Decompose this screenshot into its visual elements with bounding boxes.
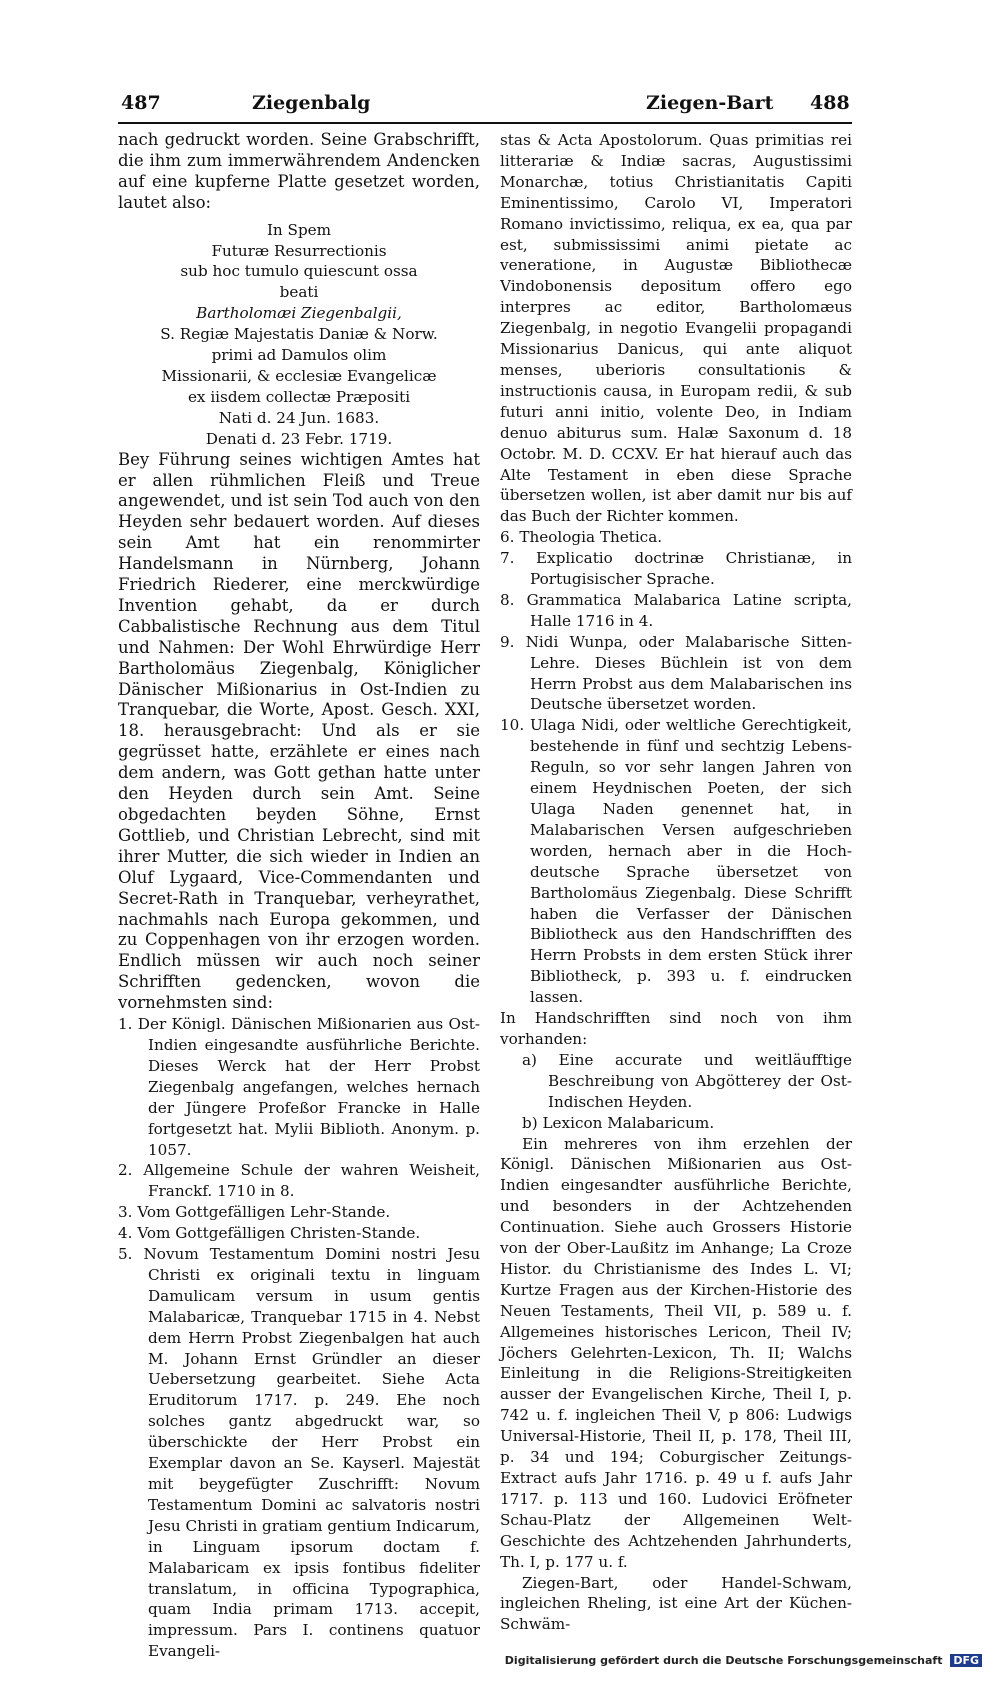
paragraph-dedication: stas & Acta Apostolorum. Quas primitias rei litterariæ & Indiæ sacras, Augustissimi Monarchæ, totius Christianitatis Capiti Eminentissimo, Carolo VI, Imperatori Romano invictissimo, reliqua, ex ea, qua par est, submississimi animi pietate ac veneratione, in Augustæ Bibliothecæ Vindobonensis depositum offero ego interpres ac editor, Bartholomæus Ziegenbalg, in negotio Evangelii propagandi Missionarius Danicus, qui ante aliquot menses, uberioris consultationis & instructionis causa, in Europam redii, & sub futuri anni initio, volente Deo, in Indiam denuo abiturus sum. Halæ Saxonum d. 18 Octobr. M. D. CCXV. Er hat hierauf auch das Alte Testament in eben diese Sprache übersetzen wollen, ist aber damit nur bis auf das Buch der Richter kommen. [500,131,852,526]
epitaph-line: ex iisdem collectæ Præpositi [187,387,411,406]
list-item: 8. Grammatica Malabarica Latine scripta, Halle 1716 in 4. [500,590,852,630]
list-item: 2. Allgemeine Schule der wahren Weisheit, Franckf. 1710 in 8. [118,1161,480,1201]
list-item: 7. Explicatio doctrinæ Christianæ, in Portugisischer Sprache. [500,549,852,589]
list-item: 4. Vom Gottgefälligen Christen-Stande. [118,1224,421,1243]
dfg-logo: DFG [950,1654,982,1667]
epitaph-line: sub hoc tumulo quiescunt ossa [180,262,418,281]
epitaph-line: S. Regiæ Majestatis Daniæ & Norw. [160,325,438,344]
credit-text: Digitalisierung gefördert durch die Deutsche Forschungsgemeinschaft [504,1654,943,1667]
left-running-title: Ziegenbalg [252,92,371,114]
list-item: b) Lexicon Malabaricum. [522,1113,715,1132]
paragraph-epitaph-intro: nach gedruckt worden. Seine Grabschrifft, die ihm zum immerwährendem Andencken auf eine kupferne Platte gesetzet worden, lautet also: [118,130,480,212]
paragraph-ziegen-bart: Ziegen-Bart, oder Handel-Schwam, ingleichen Rheling, ist eine Art der Küchen-Schwäm- [500,1573,852,1634]
epitaph-name: Bartholomæi Ziegenbalgii, [196,304,402,323]
paragraph-manuscripts: In Handschrifften sind noch von ihm vorhanden: [500,1009,852,1048]
list-item: 10. Ulaga Nidi, oder weltliche Gerechtigkeit, bestehende in fünf und sechtzig Lebens-Reguln, so vor sehr langen Jahren von einem Heydnischen Poeten, der sich Ulaga Naden genennet hat, in Malabarischen Versen aufgeschrieben worden, hernach aber in die Hoch-deutsche Sprache übersetzet von Bartholomäus Ziegenbalg. Diese Schrifft haben die Verfasser der Dänischen Bibliotheck aus den Handschrifften des Herrn Probsts in dem ersten Stück ihrer Bibliotheck, p. 393 u. f. eindrucken lassen. [500,716,852,1007]
epitaph-line: beati [279,283,319,302]
list-item: 3. Vom Gottgefälligen Lehr-Stande. [118,1203,391,1222]
epitaph-line: Missionarii, & ecclesiæ Evangelicæ [161,366,437,385]
epitaph-line: In Spem [266,220,332,239]
list-item: a) Eine accurate und weitläufftige Beschreibung von Abgötterey der Ost-Indischen Heyden. [522,1050,852,1111]
list-item: 1. Der Königl. Dänischen Mißionarien aus Ost-Indien eingesandte ausführliche Berichte. Dieses Werck hat der Herr Probst Ziegenbalg angefangen, welches hernach der Jüngere Profeßor Francke in Halle fortgesetzt hat. Mylii Biblioth. Anonym. p. 1057. [118,1015,480,1159]
list-item: 9. Nidi Wunpa, oder Malabarische Sitten-Lehre. Dieses Büchlein ist von dem Herrn Probst aus dem Malabarischen ins Deutsche übersetzet worden. [500,632,852,714]
left-page-number: 487 [121,92,161,114]
paragraph-sources: Ein mehreres von ihm erzehlen der Königl. Dänischen Mißionarien aus Ost-Indien eingesandter ausführliche Berichte, und besonders in der Achtzehenden Continuation. Siehe auch Grossers Historie von der Ober-Laußitz im Anhange; La Croze Histor. du Christianisme des Indes L. VI; Kurtze Fragen aus der Kirchen-Historie des Neuen Testaments, Theil VII, p. 589 u. f. Allgemeines historisches Lericon, Theil IV; Jöchers Gelehrten-Lexicon, Th. II; Walchs Einleitung in die Religions-Streitigkeiten ausser der Evangelischen Kirche, Theil I, p. 742 u. f. ingleichen Theil V, p 806: Ludwigs Universal-Historie, Theil II, p. 178, Theil III, p. 34 und 194; Coburgischer Zeitungs-Extract aufs Jahr 1716. p. 49 u f. aufs Jahr 1717. p. 113 und 160. Ludovici Eröfneter Schau-Platz der Allgemeinen Welt-Geschichte des Achtzehenden Jahrhunderts, Th. I, p. 177 u. f. [500,1134,852,1571]
epitaph-line: primi ad Damulos olim [211,346,387,365]
left-column [118,130,480,1662]
right-page-number: 488 [810,92,850,114]
list-item: 6. Theologia Thetica. [500,528,663,547]
epitaph-line: Nati d. 24 Jun. 1683. [218,408,380,427]
right-column [500,130,852,1635]
digitization-credit [0,1654,1000,1667]
epitaph-line: Futuræ Resurrectionis [211,241,387,260]
paragraph-office: Bey Führung seines wichtigen Amtes hat er allen rühmlichen Fleiß und Treue angewendet, und ist sein Tod auch von den Heyden sehr bedauert worden. Auf dieses sein Amt hat ein renommirter Handelsmann in Nürnberg, Johann Friedrich Riederer, eine merckwürdige Invention gehabt, da er durch Cabbalistische Rechnung aus dem Titul und Nahmen: Der Wohl Ehrwürdige Herr Bartholomäus Ziegenbalg, Königlicher Dänischer Mißionarius in Ost-Indien zu Tranquebar, die Worte, Apost. Gesch. XXI, 18. herausgebracht: Und als er sie gegrüsset hatte, erzählete er eines nach dem andern, was Gott gethan hatte unter den Heyden durch sein Amt. Seine obgedachten beyden Söhne, Ernst Gottlieb, und Christian Lebrecht, sind mit ihrer Mutter, die sich wieder in Indien an Oluf Lygaard, Vice-Commendanten und Secret-Rath in Tranquebar, verheyrathet, nachmahls nach Europa gekommen, und zu Coppenhagen von ihr erzogen worden. Endlich müssen wir auch noch seiner Schrifften gedencken, wovon die vornehmsten sind: [118,449,480,1013]
right-running-title: Ziegen-Bart [646,92,774,114]
header-rule [118,122,852,124]
epitaph-line: Denati d. 23 Febr. 1719. [205,429,393,448]
list-item: 5. Novum Testamentum Domini nostri Jesu Christi ex originali textu in linguam Damulicam versum in usum gentis Malabaricæ, Tranquebar 1715 in 4. Nebst dem Herrn Probst Ziegenbalgen hat auch M. Johann Ernst Gründler an dieser Uebersetzung gearbeitet. Siehe Acta Eruditorum 1717. p. 249. Ehe noch solches gantz abgedruckt war, so überschickte der Herr Probst ein Exemplar davon an Se. Kayserl. Majestät mit beygefügter Zuschrifft: Novum Testamentum Domini ac salvatoris nostri Jesu Christi in gratiam gentium Indicarum, in Linguam ipsorum doctam f. Malabaricam ex ipsis fontibus fideliter translatum, in officina Typographica, quam India primam 1713. accepit, impressum. Pars I. continens quatuor Evangeli- [118,1245,480,1661]
